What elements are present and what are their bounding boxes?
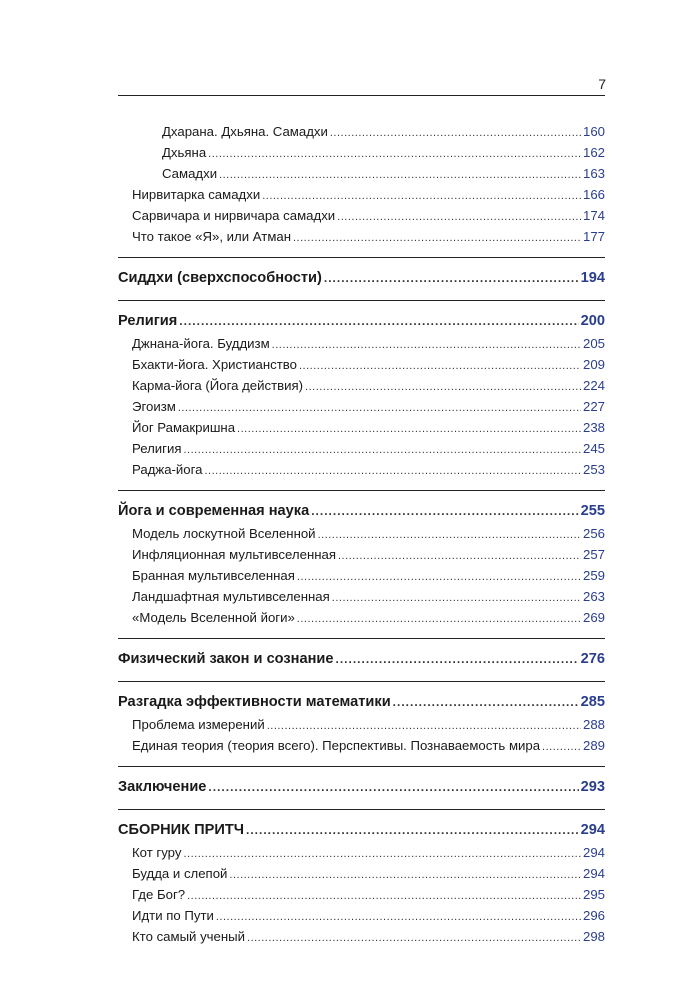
dot-leader: [184, 440, 581, 461]
toc-entry[interactable]: [118, 205, 605, 226]
entry-page-number: 160: [582, 124, 605, 139]
entry-title: Будда и слепой: [132, 866, 228, 881]
dot-leader: [237, 419, 581, 440]
toc-entry[interactable]: [118, 544, 605, 565]
dot-leader: [183, 844, 581, 865]
toc-entry[interactable]: [118, 121, 605, 142]
toc-chapter-entry[interactable]: [118, 499, 605, 523]
toc-entry[interactable]: [118, 142, 605, 163]
entry-page-number: 238: [582, 420, 605, 435]
dot-leader: [318, 525, 581, 546]
entry-page-number: 259: [582, 568, 605, 583]
entry-page-number: 245: [582, 441, 605, 456]
dot-leader: [311, 499, 578, 523]
entry-page-number: 269: [582, 610, 605, 625]
dot-leader: [205, 461, 581, 482]
entry-title: Дхарана. Дхьяна. Самадхи: [162, 124, 328, 139]
toc-entry[interactable]: [118, 459, 605, 480]
entry-page-number: 166: [582, 187, 605, 202]
entry-page-number: 293: [580, 779, 605, 795]
toc-entry[interactable]: [118, 417, 605, 438]
entry-title: Джнана-йога. Буддизм: [132, 336, 270, 351]
dot-leader: [393, 690, 579, 714]
dot-leader: [542, 737, 581, 758]
entry-title: Сарвичара и нирвичара самадхи: [132, 208, 336, 223]
entry-title: Карма-йога (Йога действия): [132, 378, 304, 393]
dot-leader: [297, 609, 581, 630]
entry-title: Где Бог?: [132, 887, 186, 902]
entry-title: Сиддхи (сверхспособности): [118, 270, 322, 286]
entry-title: Религия: [118, 313, 178, 329]
entry-title: Бхакти-йога. Христианство: [132, 357, 297, 372]
entry-title: Заключение: [118, 779, 207, 795]
toc-entry[interactable]: [118, 586, 605, 607]
toc-entry[interactable]: [118, 354, 605, 375]
toc-section: [118, 809, 605, 947]
toc-chapter-entry[interactable]: [118, 690, 605, 714]
toc-entry[interactable]: [118, 163, 605, 184]
toc-chapter-entry[interactable]: [118, 818, 605, 842]
toc-entry[interactable]: [118, 714, 605, 735]
toc-entry[interactable]: [118, 905, 605, 926]
entry-page-number: 174: [582, 208, 605, 223]
entry-title: Что такое «Я», или Атман: [132, 229, 291, 244]
dot-leader: [337, 207, 581, 228]
entry-page-number: 295: [582, 887, 605, 902]
toc-section: [118, 766, 605, 799]
dot-leader: [332, 588, 581, 609]
table-of-contents: [118, 96, 605, 947]
entry-page-number: 285: [580, 694, 605, 710]
toc-section: [118, 681, 605, 756]
toc-entry[interactable]: [118, 375, 605, 396]
dot-leader: [297, 567, 581, 588]
dot-leader: [262, 186, 581, 207]
entry-title: Дхьяна: [162, 145, 207, 160]
toc-section: [118, 257, 605, 290]
entry-title: Йог Рамакришна: [132, 420, 236, 435]
dot-leader: [324, 266, 579, 290]
dot-leader: [219, 165, 581, 186]
toc-entry[interactable]: [118, 842, 605, 863]
toc-entry[interactable]: [118, 735, 605, 756]
toc-entry[interactable]: [118, 523, 605, 544]
entry-page-number: 163: [582, 166, 605, 181]
entry-title: Йога и современная наука: [118, 503, 310, 519]
toc-section: [118, 638, 605, 671]
toc-entry[interactable]: [118, 184, 605, 205]
entry-page-number: 276: [580, 651, 605, 667]
entry-title: Единая теория (теория всего). Перспективы. Познаваемость мира: [132, 738, 541, 753]
toc-entry[interactable]: [118, 926, 605, 947]
entry-title: Кот гуру: [132, 845, 182, 860]
dot-leader: [187, 886, 581, 907]
toc-entry[interactable]: [118, 884, 605, 905]
entry-title: Модель лоскутной Вселенной: [132, 526, 316, 541]
entry-page-number: 294: [582, 845, 605, 860]
dot-leader: [299, 356, 581, 377]
dot-leader: [208, 144, 581, 165]
entry-title: Ландшафтная мультивселенная: [132, 589, 330, 604]
entry-page-number: 162: [582, 145, 605, 160]
entry-page-number: 209: [582, 357, 605, 372]
entry-page-number: 296: [582, 908, 605, 923]
entry-page-number: 288: [582, 717, 605, 732]
dot-leader: [216, 907, 581, 928]
dot-leader: [229, 865, 581, 886]
dot-leader: [293, 228, 581, 249]
dot-leader: [330, 123, 581, 144]
toc-entry[interactable]: [118, 565, 605, 586]
entry-page-number: 205: [582, 336, 605, 351]
entry-page-number: 257: [582, 547, 605, 562]
dot-leader: [179, 309, 578, 333]
toc-entry[interactable]: [118, 438, 605, 459]
entry-page-number: 200: [580, 313, 605, 329]
entry-title: Кто самый ученый: [132, 929, 246, 944]
toc-entry[interactable]: [118, 333, 605, 354]
toc-chapter-entry[interactable]: [118, 266, 605, 290]
toc-chapter-entry[interactable]: [118, 647, 605, 671]
entry-title: Идти по Пути: [132, 908, 214, 923]
entry-page-number: 298: [582, 929, 605, 944]
entry-page-number: 194: [580, 270, 605, 286]
dot-leader: [246, 818, 579, 842]
entry-page-number: 255: [580, 503, 605, 519]
dot-leader: [208, 775, 578, 799]
entry-title: Религия: [132, 441, 182, 456]
dot-leader: [247, 928, 581, 949]
entry-title: Проблема измерений: [132, 717, 265, 732]
entry-title: Самадхи: [162, 166, 218, 181]
entry-title: Нирвитарка самадхи: [132, 187, 261, 202]
toc-section: [118, 300, 605, 480]
entry-title: Разгадка эффективности математики: [118, 694, 391, 710]
entry-title: Физический закон и сознание: [118, 651, 334, 667]
entry-title: Раджа-йога: [132, 462, 203, 477]
toc-chapter-entry[interactable]: [118, 775, 605, 799]
dot-leader: [338, 546, 581, 567]
dot-leader: [267, 716, 581, 737]
toc-section: [118, 490, 605, 628]
entry-page-number: 294: [582, 866, 605, 881]
dot-leader: [305, 377, 581, 398]
entry-page-number: 253: [582, 462, 605, 477]
entry-title: «Модель Вселенной йоги»: [132, 610, 295, 625]
toc-entry[interactable]: [118, 396, 605, 417]
dot-leader: [272, 335, 581, 356]
entry-title: Бранная мультивселенная: [132, 568, 295, 583]
entry-title: СБОРНИК ПРИТЧ: [118, 822, 244, 838]
entry-page-number: 224: [582, 378, 605, 393]
entry-page-number: 294: [580, 822, 605, 838]
page-number: 7: [598, 76, 606, 92]
toc-section: [118, 96, 605, 247]
entry-title: Инфляционная мультивселенная: [132, 547, 336, 562]
entry-page-number: 289: [582, 738, 605, 753]
toc-entry[interactable]: [118, 607, 605, 628]
toc-entry[interactable]: [118, 226, 605, 247]
dot-leader: [336, 647, 579, 671]
entry-title: Эгоизм: [132, 399, 176, 414]
toc-chapter-entry[interactable]: [118, 309, 605, 333]
toc-entry[interactable]: [118, 863, 605, 884]
dot-leader: [178, 398, 581, 419]
entry-page-number: 227: [582, 399, 605, 414]
entry-page-number: 256: [582, 526, 605, 541]
entry-page-number: 263: [582, 589, 605, 604]
entry-page-number: 177: [582, 229, 605, 244]
